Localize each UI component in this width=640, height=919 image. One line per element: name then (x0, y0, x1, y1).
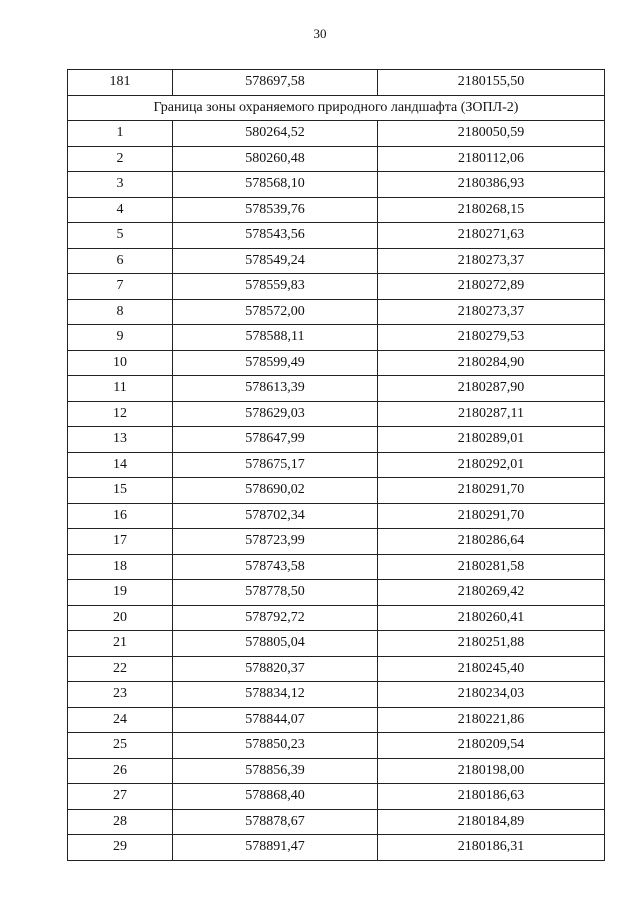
x-coordinate-cell: 578675,17 (173, 452, 378, 478)
table-row (68, 580, 605, 606)
point-number-cell: 11 (68, 376, 173, 402)
point-number-cell: 20 (68, 605, 173, 631)
x-coordinate-cell: 578834,12 (173, 682, 378, 708)
point-number-cell: 1 (68, 121, 173, 147)
point-number-cell: 5 (68, 223, 173, 249)
table-row (68, 758, 605, 784)
x-coordinate-cell: 578805,04 (173, 631, 378, 657)
x-coordinate-cell: 580264,52 (173, 121, 378, 147)
x-coordinate-cell: 578820,37 (173, 656, 378, 682)
x-coordinate-cell: 578559,83 (173, 274, 378, 300)
point-number-cell: 12 (68, 401, 173, 427)
y-coordinate-cell: 2180251,88 (378, 631, 605, 657)
y-coordinate-cell: 2180291,70 (378, 503, 605, 529)
table-row (68, 121, 605, 147)
y-coordinate-cell: 2180184,89 (378, 809, 605, 835)
point-number-cell: 18 (68, 554, 173, 580)
point-number-cell: 26 (68, 758, 173, 784)
point-number-cell: 6 (68, 248, 173, 274)
y-coordinate-cell: 2180281,58 (378, 554, 605, 580)
y-coordinate-cell: 2180234,03 (378, 682, 605, 708)
point-number-cell: 25 (68, 733, 173, 759)
table-row (68, 452, 605, 478)
point-number-cell: 4 (68, 197, 173, 223)
x-coordinate-cell: 578878,67 (173, 809, 378, 835)
point-number-cell: 21 (68, 631, 173, 657)
table-row (68, 70, 605, 96)
table-row (68, 503, 605, 529)
y-coordinate-cell: 2180271,63 (378, 223, 605, 249)
y-coordinate-cell: 2180272,89 (378, 274, 605, 300)
point-number-cell: 9 (68, 325, 173, 351)
section-header-row (68, 95, 605, 121)
x-coordinate-cell: 578891,47 (173, 835, 378, 861)
x-coordinate-cell: 578723,99 (173, 529, 378, 555)
x-coordinate-cell: 578549,24 (173, 248, 378, 274)
table-row (68, 223, 605, 249)
table-row (68, 401, 605, 427)
point-number-cell: 24 (68, 707, 173, 733)
y-coordinate-cell: 2180269,42 (378, 580, 605, 606)
point-number-cell: 3 (68, 172, 173, 198)
x-coordinate-cell: 580260,48 (173, 146, 378, 172)
x-coordinate-cell: 578568,10 (173, 172, 378, 198)
x-coordinate-cell: 578613,39 (173, 376, 378, 402)
point-number-cell: 13 (68, 427, 173, 453)
x-coordinate-cell: 578850,23 (173, 733, 378, 759)
table-row (68, 274, 605, 300)
point-number-cell: 16 (68, 503, 173, 529)
x-coordinate-cell: 578844,07 (173, 707, 378, 733)
x-coordinate-cell: 578588,11 (173, 325, 378, 351)
table-row (68, 707, 605, 733)
y-coordinate-cell: 2180198,00 (378, 758, 605, 784)
table-row (68, 350, 605, 376)
point-number-cell: 14 (68, 452, 173, 478)
x-coordinate-cell: 578690,02 (173, 478, 378, 504)
x-coordinate-cell: 578856,39 (173, 758, 378, 784)
y-coordinate-cell: 2180221,86 (378, 707, 605, 733)
y-coordinate-cell: 2180273,37 (378, 299, 605, 325)
y-coordinate-cell: 2180289,01 (378, 427, 605, 453)
y-coordinate-cell: 2180386,93 (378, 172, 605, 198)
table-row (68, 146, 605, 172)
point-number-cell: 2 (68, 146, 173, 172)
page-number: 30 (313, 26, 327, 41)
point-number-cell: 28 (68, 809, 173, 835)
table-row (68, 172, 605, 198)
table-row (68, 299, 605, 325)
point-number-cell: 19 (68, 580, 173, 606)
table-row (68, 682, 605, 708)
y-coordinate-cell: 2180291,70 (378, 478, 605, 504)
table-row (68, 605, 605, 631)
table-row (68, 809, 605, 835)
point-number-cell: 22 (68, 656, 173, 682)
coordinates-table-body (68, 70, 605, 861)
coordinates-table (67, 69, 605, 861)
table-row (68, 733, 605, 759)
table-row (68, 784, 605, 810)
y-coordinate-cell: 2180287,90 (378, 376, 605, 402)
x-coordinate-cell: 578743,58 (173, 554, 378, 580)
x-coordinate-cell: 578543,56 (173, 223, 378, 249)
y-coordinate-cell: 2180245,40 (378, 656, 605, 682)
section-title: Граница зоны охраняемого природного ландшафта (ЗОПЛ-2) (68, 95, 605, 121)
y-coordinate-cell: 2180292,01 (378, 452, 605, 478)
point-number-cell: 15 (68, 478, 173, 504)
y-coordinate-cell: 2180155,50 (378, 70, 605, 96)
point-number-cell: 29 (68, 835, 173, 861)
table-row (68, 656, 605, 682)
x-coordinate-cell: 578647,99 (173, 427, 378, 453)
y-coordinate-cell: 2180260,41 (378, 605, 605, 631)
y-coordinate-cell: 2180268,15 (378, 197, 605, 223)
point-number-cell: 17 (68, 529, 173, 555)
table-row (68, 248, 605, 274)
x-coordinate-cell: 578572,00 (173, 299, 378, 325)
point-number-cell: 7 (68, 274, 173, 300)
y-coordinate-cell: 2180279,53 (378, 325, 605, 351)
table-row (68, 197, 605, 223)
point-number-cell: 181 (68, 70, 173, 96)
y-coordinate-cell: 2180286,64 (378, 529, 605, 555)
table-row (68, 478, 605, 504)
y-coordinate-cell: 2180287,11 (378, 401, 605, 427)
y-coordinate-cell: 2180186,31 (378, 835, 605, 861)
x-coordinate-cell: 578792,72 (173, 605, 378, 631)
table-row (68, 529, 605, 555)
table-row (68, 835, 605, 861)
x-coordinate-cell: 578629,03 (173, 401, 378, 427)
y-coordinate-cell: 2180112,06 (378, 146, 605, 172)
y-coordinate-cell: 2180186,63 (378, 784, 605, 810)
x-coordinate-cell: 578702,34 (173, 503, 378, 529)
table-row (68, 376, 605, 402)
point-number-cell: 27 (68, 784, 173, 810)
y-coordinate-cell: 2180209,54 (378, 733, 605, 759)
y-coordinate-cell: 2180050,59 (378, 121, 605, 147)
x-coordinate-cell: 578539,76 (173, 197, 378, 223)
x-coordinate-cell: 578697,58 (173, 70, 378, 96)
x-coordinate-cell: 578599,49 (173, 350, 378, 376)
x-coordinate-cell: 578778,50 (173, 580, 378, 606)
table-row (68, 631, 605, 657)
y-coordinate-cell: 2180284,90 (378, 350, 605, 376)
y-coordinate-cell: 2180273,37 (378, 248, 605, 274)
table-row (68, 427, 605, 453)
point-number-cell: 23 (68, 682, 173, 708)
table-row (68, 554, 605, 580)
x-coordinate-cell: 578868,40 (173, 784, 378, 810)
table-row (68, 325, 605, 351)
point-number-cell: 8 (68, 299, 173, 325)
point-number-cell: 10 (68, 350, 173, 376)
